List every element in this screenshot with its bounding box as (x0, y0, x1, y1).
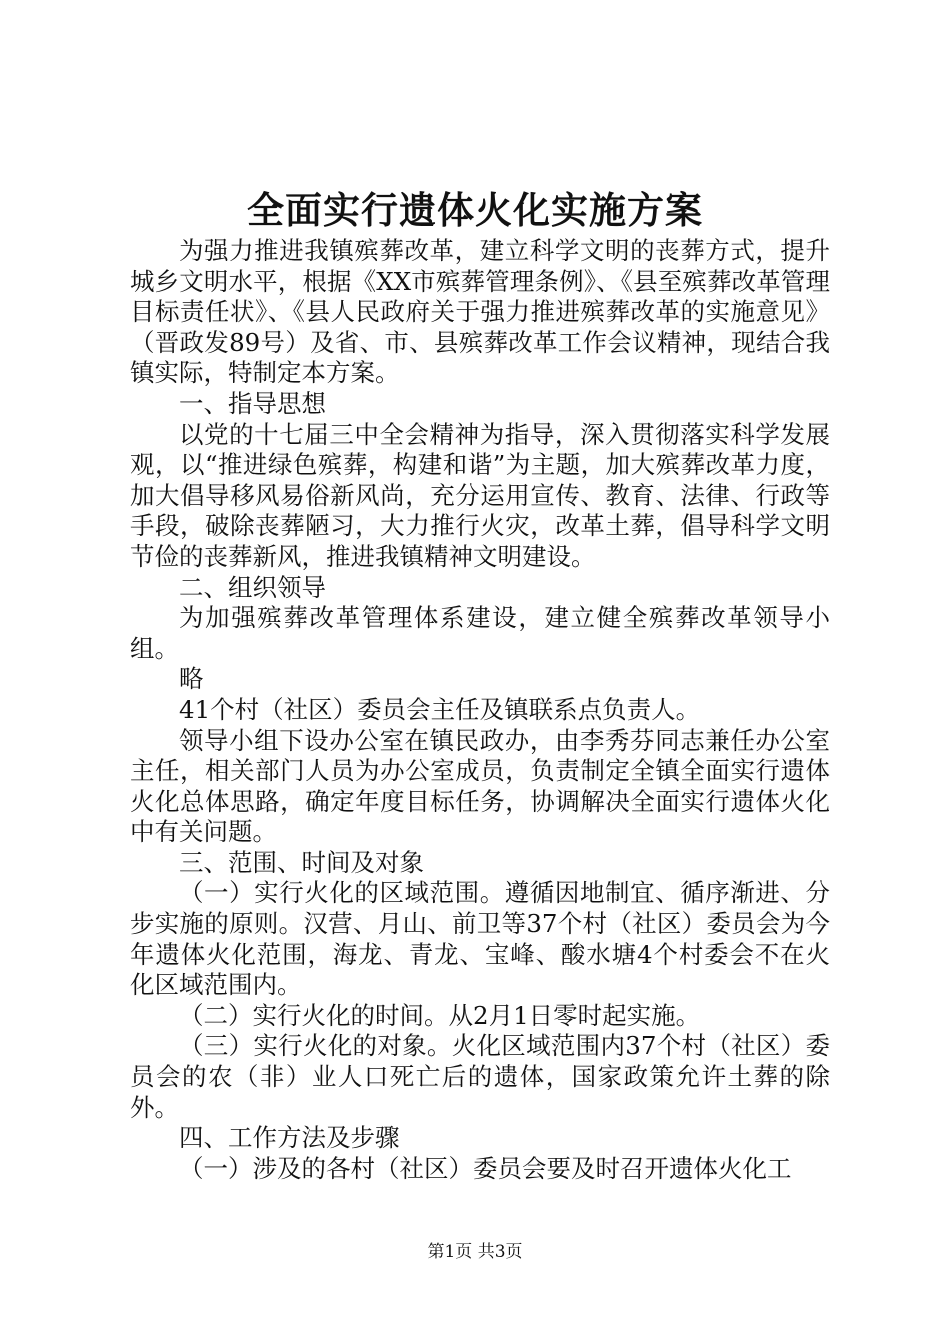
section-heading: 一、指导思想 (179, 388, 326, 418)
section-heading: 三、范围、时间及对象 (179, 847, 424, 877)
document-body (130, 236, 830, 1184)
body-paragraph: 以党的十七届三中全会精神为指导，深入贯彻落实科学发展观，以“推进绿色殡葬，构建和谐”为主题，加大殡葬改革力度，加大倡导移风易俗新风尚，充分运用宣传、教育、法律、行政等手段，破除丧葬陋习，大力推行火灾，改革土葬，倡导科学文明节俭的丧葬新风，推进我镇精神文明建设。 (130, 419, 830, 571)
body-paragraph: 略 (179, 664, 204, 694)
body-paragraph: 41个村（社区）委员会主任及镇联系点负责人。 (179, 694, 701, 724)
body-paragraph: （一）涉及的各村（社区）委员会要及时召开遗体火化工 (179, 1153, 792, 1183)
body-paragraph: （二）实行火化的时间。从2月1日零时起实施。 (179, 1000, 701, 1030)
intro-paragraph: 为强力推进我镇殡葬改革，建立科学文明的丧葬方式，提升城乡文明水平，根据《XX市殡葬管理条例》、《县至殡葬改革管理目标责任状》、《县人民政府关于强力推进殡葬改革的实施意见》（晋政发89号）及省、市、县殡葬改革工作会议精神，现结合我镇实际，特制定本方案。 (130, 236, 830, 388)
section-heading: 四、工作方法及步骤 (179, 1123, 400, 1153)
body-paragraph: 领导小组下设办公室在镇民政办，由李秀芬同志兼任办公室主任，相关部门人员为办公室成员，负责制定全镇全面实行遗体火化总体思路，确定年度目标任务，协调解决全面实行遗体火化中有关问题。 (130, 725, 830, 847)
document-title: 全面实行遗体火化实施方案 (247, 188, 703, 232)
body-paragraph: 为加强殡葬改革管理体系建设，建立健全殡葬改革领导小组。 (130, 603, 830, 663)
page-footer: 第1页 共3页 (427, 1242, 523, 1262)
body-paragraph: （一）实行火化的区域范围。遵循因地制宜、循序渐进、分步实施的原则。汉营、月山、前卫等37个村（社区）委员会为今年遗体火化范围，海龙、青龙、宝峰、酸水塘4个村委会不在火化区域范围内。 (130, 878, 830, 1000)
body-paragraph: （三）实行火化的对象。火化区域范围内37个村（社区）委员会的农（非）业人口死亡后的遗体，国家政策允许土葬的除外。 (130, 1031, 830, 1122)
section-heading: 二、组织领导 (179, 572, 326, 602)
